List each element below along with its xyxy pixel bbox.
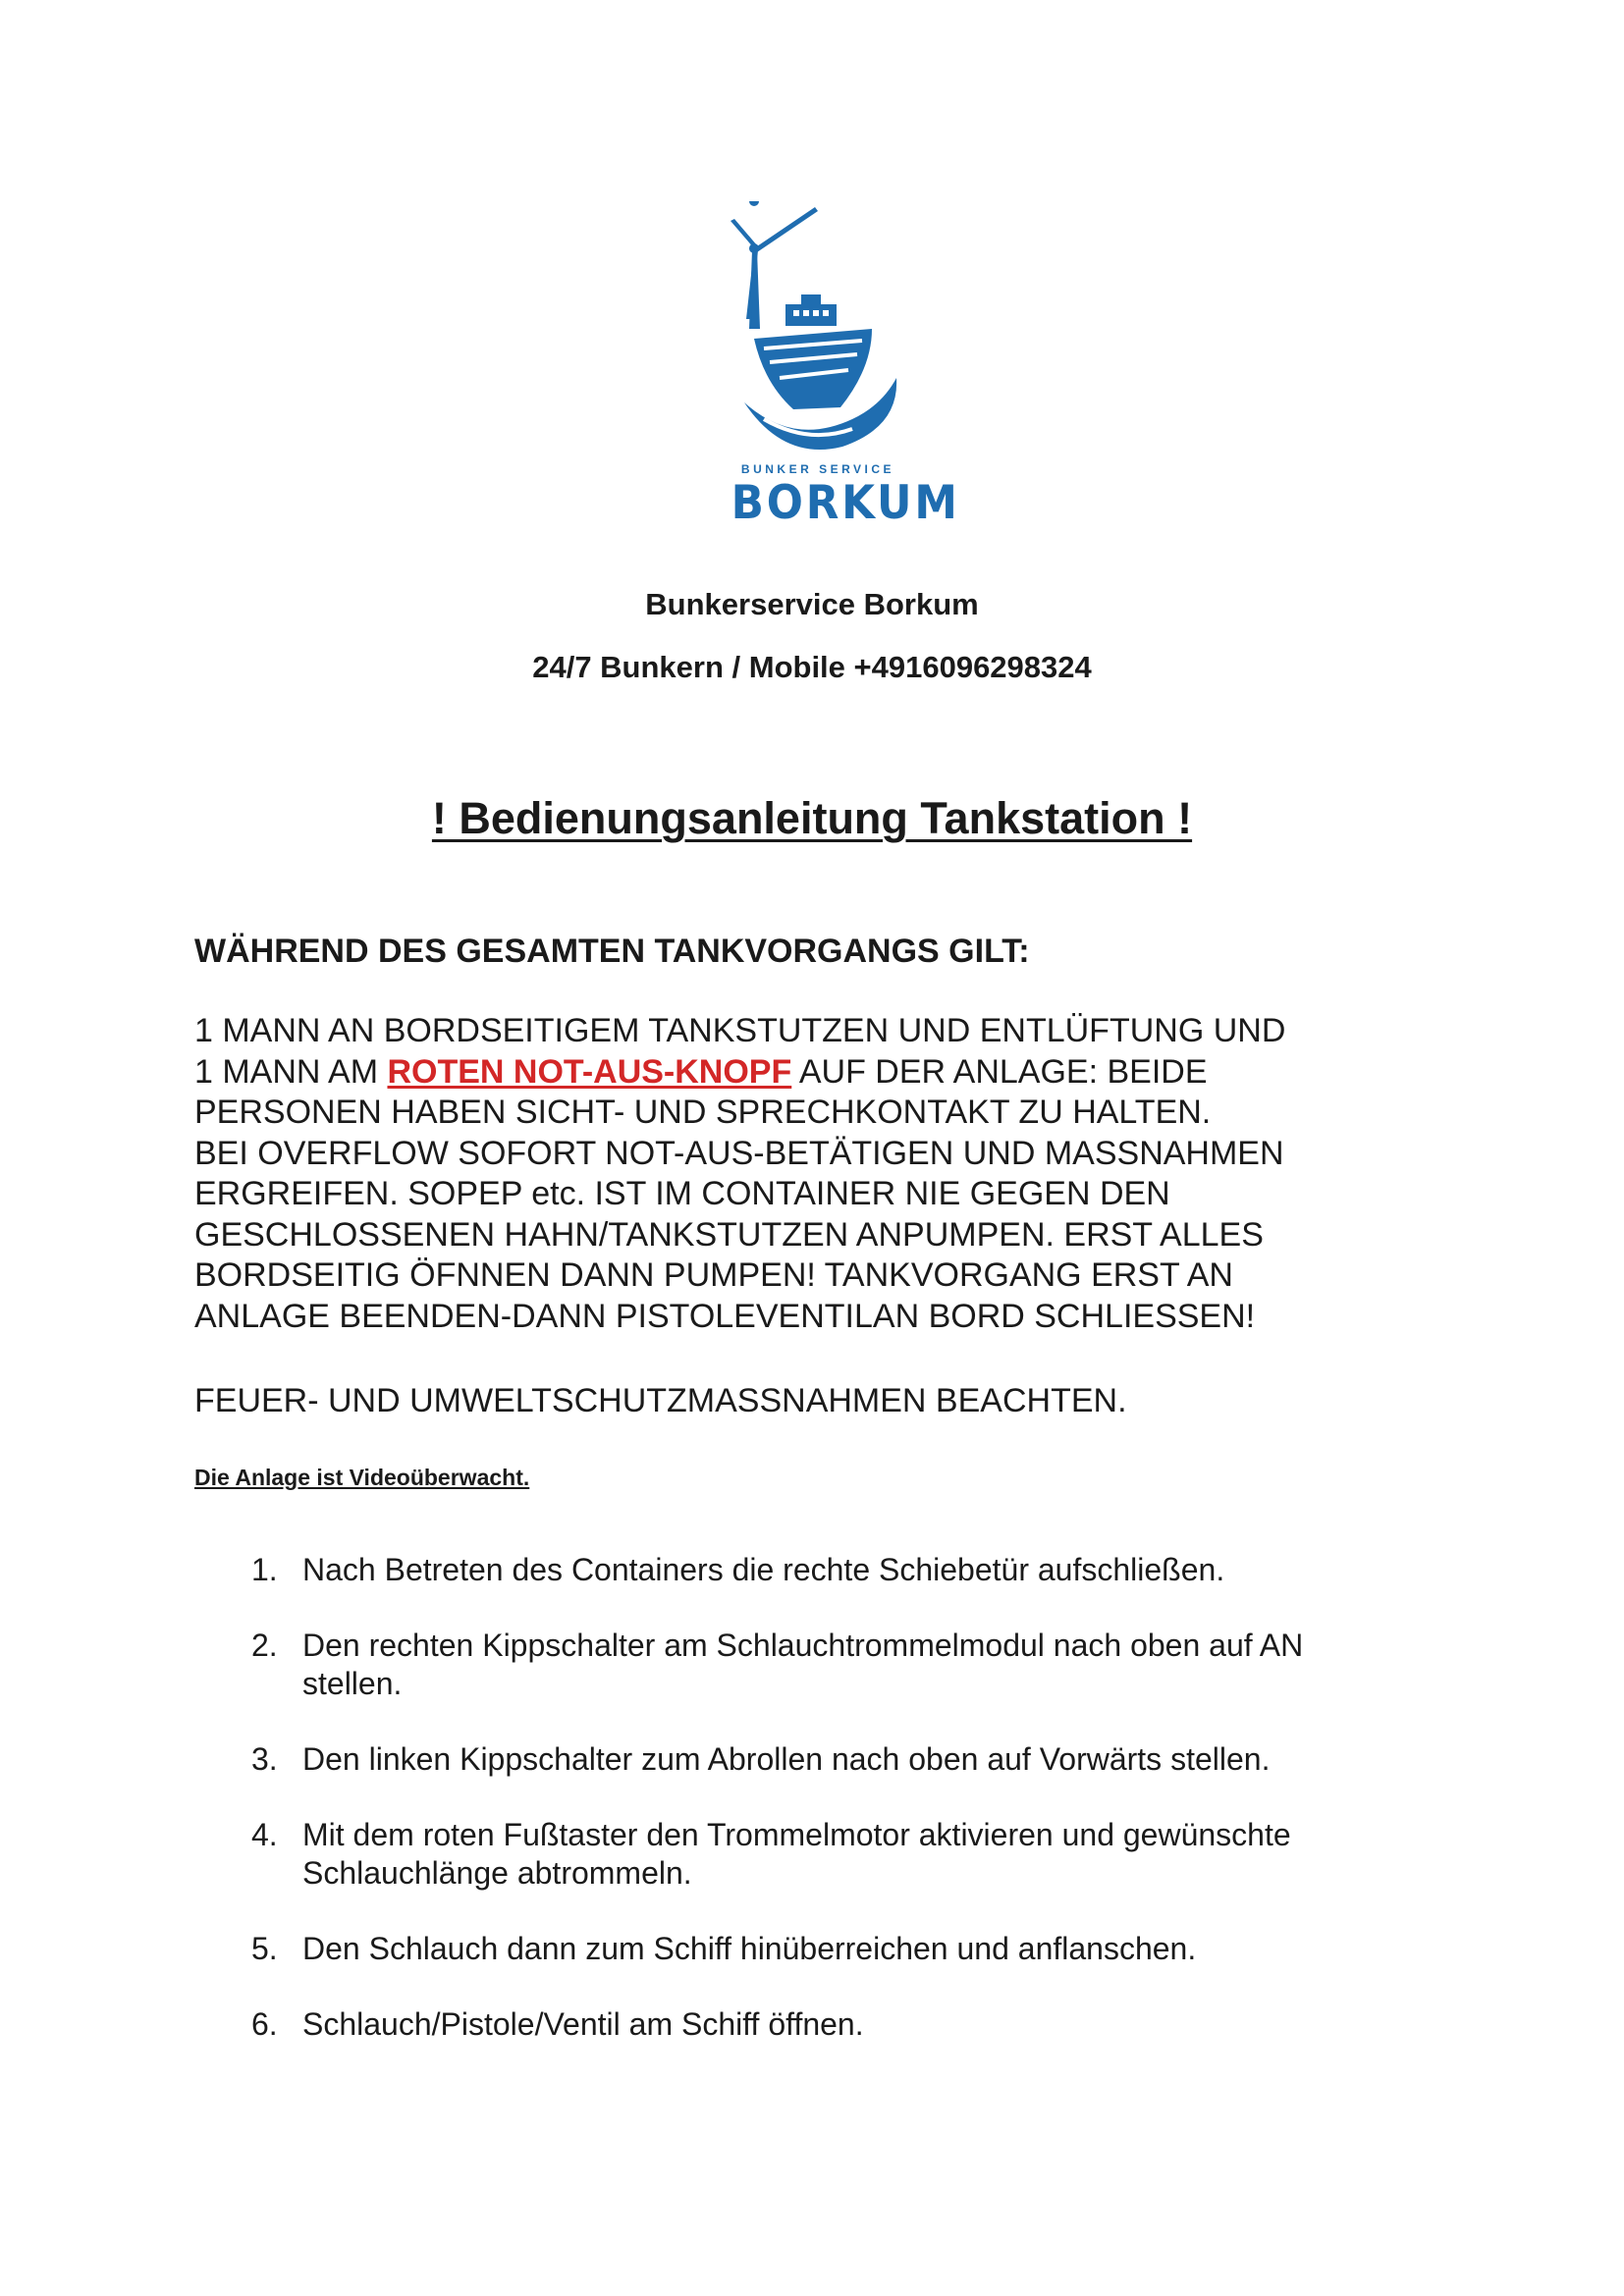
step-number: 3.	[251, 1741, 278, 1777]
warning-line-2	[194, 1052, 1432, 1094]
fire-notice: FEUER- UND UMWELTSCHUTZMASSNAHMEN BEACHTEN.	[194, 1382, 1127, 1419]
ship-with-wind-turbine-icon	[725, 201, 911, 456]
list-item	[194, 1627, 1373, 1703]
step-text: Den linken Kippschalter zum Abrollen nach oben auf Vorwärts stellen.	[302, 1741, 1271, 1777]
steps-list	[194, 1551, 1373, 2081]
warning-heading: WÄHREND DES GESAMTEN TANKVORGANGS GILT:	[194, 933, 1030, 970]
step-number: 6.	[251, 2006, 278, 2042]
step-number: 1.	[251, 1552, 278, 1587]
list-item	[194, 2005, 1373, 2044]
warning-rest: PERSONEN HABEN SICHT- UND SPRECHKONTAKT ZU HALTEN. BEI OVERFLOW SOFORT NOT-AUS-BETÄTIGEN UND MASSNAHMEN ERGREIFEN. SOPEP etc. IST IM CONTAINER NIE GEGEN DEN GESCHLOSSENEN HAHN/TANKSTUTZEN ANPUMPEN. ERST ALLES BORDSEITIG ÖFNNEN DANN PUMPEN! TANKVORGANG ERST AN ANLAGE BEENDEN-DANN PISTOLEVENTILAN BORD SCHLIESSEN!	[194, 1094, 1284, 1335]
list-item	[194, 1740, 1373, 1779]
list-item	[194, 1930, 1373, 1968]
video-notice: Die Anlage ist Videoüberwacht.	[194, 1465, 530, 1490]
logo-name: BORKUM	[731, 476, 960, 530]
company-name: Bunkerservice Borkum	[645, 587, 979, 621]
list-item	[194, 1816, 1373, 1893]
step-number: 2.	[251, 1628, 278, 1663]
step-number: 5.	[251, 1931, 278, 1966]
page-title: ! Bedienungsanleitung Tankstation !	[431, 793, 1193, 843]
step-text: Mit dem roten Fußtaster den Trommelmotor aktivieren und gewünschte Schlauchlänge abtrommeln.	[302, 1817, 1291, 1891]
step-text: Den rechten Kippschalter am Schlauchtrommelmodul nach oben auf AN stellen.	[302, 1628, 1304, 1701]
step-number: 4.	[251, 1817, 278, 1852]
contact-line: 24/7 Bunkern / Mobile +4916096298324	[532, 650, 1092, 684]
step-text: Den Schlauch dann zum Schiff hinüberreichen und anflanschen.	[302, 1931, 1197, 1966]
step-text: Nach Betreten des Containers die rechte Schiebetür aufschließen.	[302, 1552, 1225, 1587]
list-item	[194, 1551, 1373, 1589]
logo-subtitle: BUNKER SERVICE	[740, 462, 895, 476]
logo	[725, 201, 960, 530]
step-text: Schlauch/Pistole/Ventil am Schiff öffnen.	[302, 2006, 864, 2042]
warning-line-2-pre: 1 MANN AM	[194, 1052, 388, 1091]
warning-line-1: 1 MANN AN BORDSEITIGEM TANKSTUTZEN UND ENTLÜFTUNG UND	[194, 1012, 1286, 1049]
warning-line-2-post: AUF DER ANLAGE: BEIDE	[791, 1052, 1208, 1091]
warning-body	[194, 1011, 1432, 1337]
emergency-stop-highlight: ROTEN NOT-AUS-KNOPF	[387, 1052, 792, 1091]
